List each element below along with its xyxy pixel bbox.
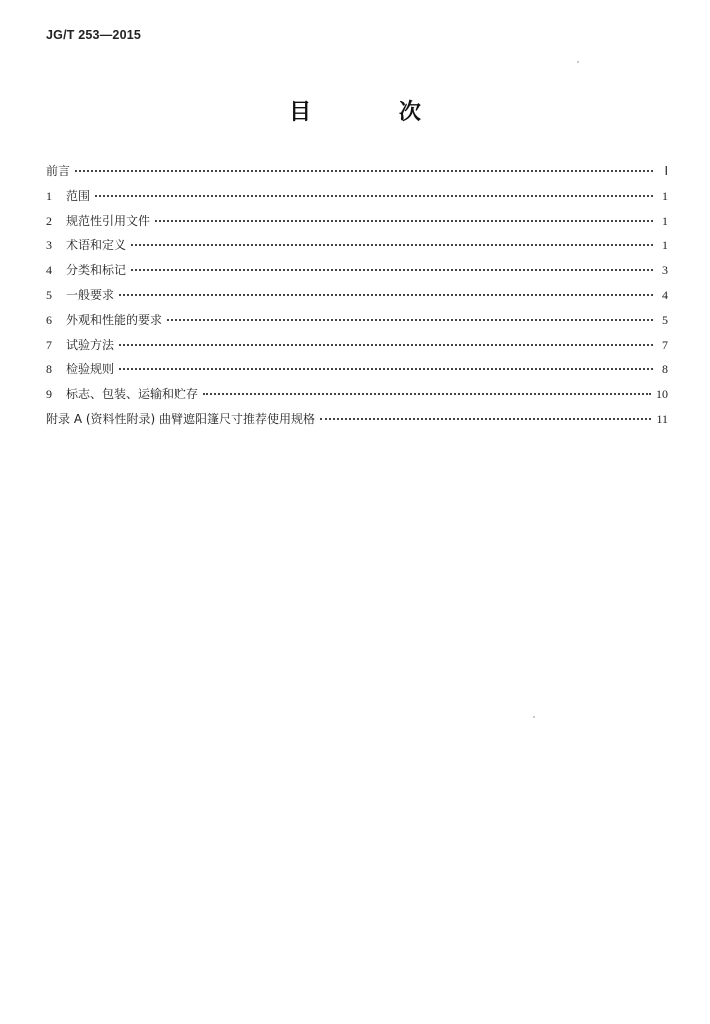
- toc-entry-label: 前言: [46, 164, 71, 178]
- toc-entry-page: 8: [662, 362, 668, 377]
- toc-entry-5[interactable]: [46, 285, 668, 310]
- toc-entry-page: 7: [662, 337, 668, 352]
- toc-entry-6[interactable]: [46, 310, 668, 335]
- toc-entry-page: 1: [662, 238, 668, 253]
- toc-leader-dots: [167, 319, 653, 321]
- toc-leader-dots: [119, 344, 653, 346]
- toc-entry-page: 1: [662, 188, 668, 203]
- toc-entry-label: 分类和标记: [66, 263, 127, 278]
- toc-entry-label: 术语和定义: [66, 238, 127, 253]
- toc-entry-label: 范围: [66, 188, 91, 203]
- toc-entry-number: 8: [46, 362, 52, 377]
- toc-leader-dots: [320, 418, 651, 420]
- scan-speck: [533, 716, 535, 718]
- toc-entry-page: 5: [662, 312, 668, 327]
- toc-entry-page: 4: [662, 287, 668, 302]
- toc-entry-number: 3: [46, 238, 52, 253]
- toc-entry-foreword[interactable]: [46, 161, 668, 186]
- toc-entry-number: 7: [46, 337, 52, 352]
- toc-entry-label: 检验规则: [66, 362, 115, 377]
- toc-entry-number: 1: [46, 188, 52, 203]
- toc-leader-dots: [119, 368, 653, 370]
- toc-entry-2[interactable]: [46, 211, 668, 236]
- standard-code: JG/T 253—2015: [46, 28, 142, 42]
- toc-entry-page: 11: [656, 411, 668, 426]
- toc-entry-label: 附录 A (资料性附录) 曲臂遮阳篷尺寸推荐使用规格: [46, 411, 316, 426]
- toc-entry-number: 5: [46, 287, 52, 302]
- toc-entry-appendix-a[interactable]: [46, 409, 668, 434]
- toc-leader-dots: [131, 244, 653, 246]
- toc-leader-dots: [131, 269, 653, 271]
- scan-speck: [577, 61, 579, 63]
- toc-leader-dots: [75, 170, 653, 172]
- toc-entry-label: 外观和性能的要求: [66, 312, 163, 327]
- toc-entry-1[interactable]: [46, 186, 668, 211]
- toc-entry-3[interactable]: [46, 235, 668, 260]
- toc-entry-8[interactable]: [46, 359, 668, 384]
- table-of-contents: [46, 161, 668, 434]
- page-title: 目 次: [289, 100, 461, 125]
- toc-entry-7[interactable]: [46, 335, 668, 360]
- toc-entry-page: 3: [662, 263, 668, 278]
- toc-entry-page: Ⅰ: [664, 164, 668, 178]
- toc-entry-page: 1: [662, 213, 668, 228]
- toc-entry-number: 4: [46, 263, 52, 278]
- toc-entry-9[interactable]: [46, 384, 668, 409]
- toc-entry-label: 试验方法: [66, 337, 115, 352]
- toc-entry-label: 标志、包装、运输和贮存: [66, 387, 199, 402]
- toc-entry-number: 6: [46, 312, 52, 327]
- toc-entry-page: 10: [656, 387, 668, 402]
- toc-entry-label: 规范性引用文件: [66, 213, 151, 228]
- toc-leader-dots: [155, 220, 653, 222]
- toc-leader-dots: [203, 393, 651, 395]
- toc-entry-label: 一般要求: [66, 287, 115, 302]
- toc-entry-number: 2: [46, 213, 52, 228]
- toc-entry-4[interactable]: [46, 260, 668, 285]
- toc-leader-dots: [119, 294, 653, 296]
- toc-entry-number: 9: [46, 387, 52, 402]
- toc-leader-dots: [95, 195, 653, 197]
